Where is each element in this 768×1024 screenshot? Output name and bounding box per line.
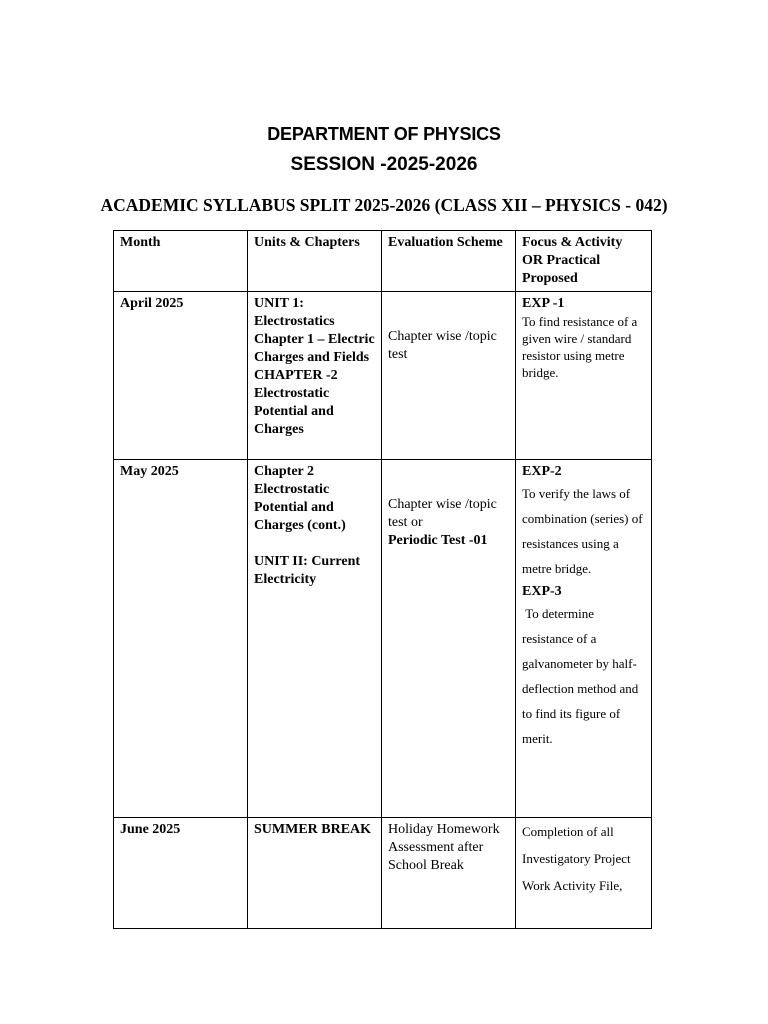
month-cell: May 2025 (114, 460, 248, 818)
header-month: Month (114, 231, 248, 292)
units-cell: UNIT 1: Electrostatics Chapter 1 – Electric Charges and Fields CHAPTER -2 Electrostatic Potential and Charges (248, 292, 382, 460)
exp-title: EXP-2 (522, 464, 562, 479)
units-part-a: Chapter 2 Electrostatic Potential and Charges (cont.) (254, 464, 346, 533)
month-cell: April 2025 (114, 292, 248, 460)
syllabus-table (113, 230, 652, 929)
header-units: Units & Chapters (248, 231, 382, 292)
table-header-row (114, 231, 652, 292)
header-evaluation: Evaluation Scheme (382, 231, 516, 292)
exp-title: EXP-3 (522, 584, 562, 599)
units-cell: SUMMER BREAK (248, 818, 382, 929)
month-cell: June 2025 (114, 818, 248, 929)
units-part-b: UNIT II: Current Electricity (254, 554, 361, 587)
table-row (114, 818, 652, 929)
header-activity: Focus & Activity OR Practical Proposed (516, 231, 652, 292)
exp-title: EXP -1 (522, 296, 565, 311)
exp-description: To verify the laws of combination (series) of resistances using a metre bridge. (522, 486, 643, 576)
syllabus-title: ACADEMIC SYLLABUS SPLIT 2025-2026 (CLASS XII – PHYSICS - 042) (100, 195, 668, 215)
periodic-test-label: Periodic Test -01 (388, 533, 488, 548)
evaluation-text: Chapter wise /topic test or (388, 497, 497, 530)
session-title: SESSION -2025-2026 (290, 154, 478, 175)
table-row (114, 292, 652, 460)
evaluation-cell: Chapter wise /topic test (382, 292, 516, 460)
activity-cell (516, 460, 652, 818)
exp-description: To find resistance of a given wire / standard resistor using metre bridge. (522, 314, 638, 380)
units-cell (248, 460, 382, 818)
department-title: DEPARTMENT OF PHYSICS (267, 124, 501, 144)
activity-cell (516, 292, 652, 460)
exp-description: To determine resistance of a galvanometer by half-deflection method and to find its figure of merit. (522, 606, 642, 746)
table-row (114, 460, 652, 818)
evaluation-cell: Holiday Homework Assessment after School Break (382, 818, 516, 929)
activity-cell: Completion of all Investigatory Project Work Activity File, (516, 818, 652, 929)
evaluation-cell (382, 460, 516, 818)
